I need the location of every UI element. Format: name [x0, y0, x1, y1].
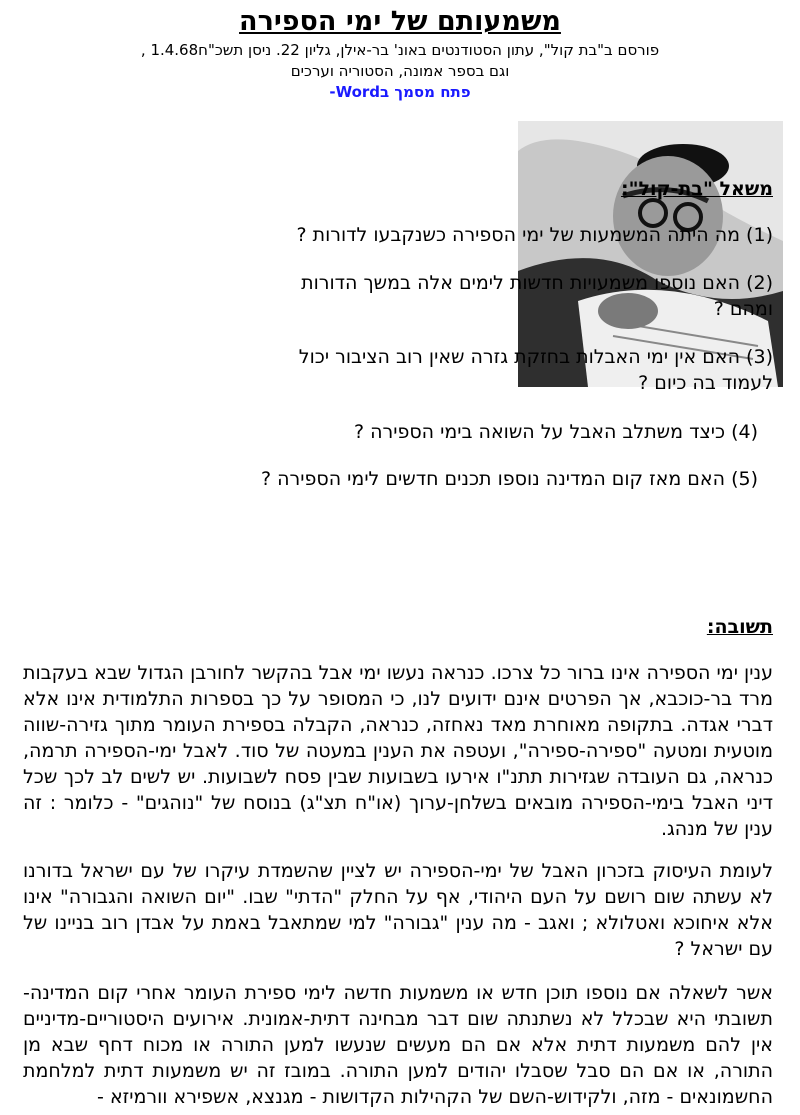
- answer-paragraph-1: ענין ימי הספירה אינו ברור כל צרכו. כנראה נעשו ימי אבל בהקשר לחורבן הגדול שבא בעקבות מרד בר-כוכבא, אך הפרטים אינם ידועים לנו, כי המסופר על כך בספרות התלמודית אינו אלא דברי אגדה. בתקופה מאוחרת מאד נאחזה, כנראה, הקבלה בספירת העומר מתוך גזירה-שווה מוטעית ומטעה "ספירה-ספירה", ועטפה את הענין במעטה של סוד. לאבל ימי-הספירה תרמה, כנראה, גם העובדה שגזירות תתנ"ו אירעו בשבועות שבין פסח לשבועות. יש לשים לב לכך שכל דיני האבל בימי-הספירה מובאים בשלחן-ערוך (או"ח תצ"ג) בנוסח של "נוהגים" - כלומר : זה ענין של מנהג.: [23, 662, 773, 840]
- question-4: (4) כיצד משתלב האבל על השואה בימי הספירה ?: [353, 421, 758, 443]
- answer-paragraph-3: אשר לשאלה אם נוספו תוכן חדש או משמעות חדשה לימי ספירת העומר אחרי קום המדינה- תשובתי היא שבכלל לא נשתנתה שום דבר מבחינה דתית-אמונית. אירועים היסטוריים-מדיניים אין להם משמעות דתית אלא אם הם מעשים שנעשו למען התורה או מכוח דחף שבא מן התורה, או אם הם סבל שסבלו יהודים למען התורה. במובז זה יש משמעות דתית למלחמת החשמונאים - מזה, ולקידוש-השם של הקהילות הקדושות - מגנצא, אשפירא וורמיזא -: [23, 982, 773, 1108]
- answer-paragraph-2: לעומת העיסוק בזכרון האבל של ימי-הספירה יש לציין שהשמדת עיקרו של עם ישראל בדורנו לא עשתה שום רושם על העם היהודי, אף על החלק "הדתי" שבו. "יום השואה והגבורה" אינו אלא איחוכא ואטלולא ; ואגב - מה ענין "גבורה" למי שמתאבל באמת על אבדן רוב בניינו של עם ישראל ?: [23, 860, 773, 960]
- publication-line-2: וגם בספר אמונה, הסטוריה וערכים: [290, 62, 510, 80]
- open-word-link[interactable]: פתח מסמך בWord-: [329, 83, 471, 101]
- page-title: משמעותם של ימי הספירה: [239, 6, 561, 37]
- question-5: (5) האם מאז קום המדינה נוספו תכנים חדשים לימי הספירה ?: [261, 468, 758, 490]
- question-2: (2) האם נוספו משמעויות חדשות לימים אלה במשך הדורות ומהם ?: [301, 272, 773, 320]
- answer-heading: תשובה:: [706, 616, 773, 638]
- question-1: (1) מה היתה המשמעות של ימי הספירה כשנקבעו לדורות ?: [296, 224, 773, 246]
- publication-line-1: פורסם ב"בת קול", עתון הסטודנטים באונ' בר-אילן, גליון 22. ניסן תשכ"ח1.4.68 ,: [140, 41, 660, 59]
- questions-heading: משאל "בת-קול":: [621, 178, 773, 200]
- question-3: (3) האם אין ימי האבלות בחזקת גזרה שאין רוב הציבור יכול לעמוד בה כיום ?: [298, 346, 773, 394]
- publication-info: [0, 40, 800, 103]
